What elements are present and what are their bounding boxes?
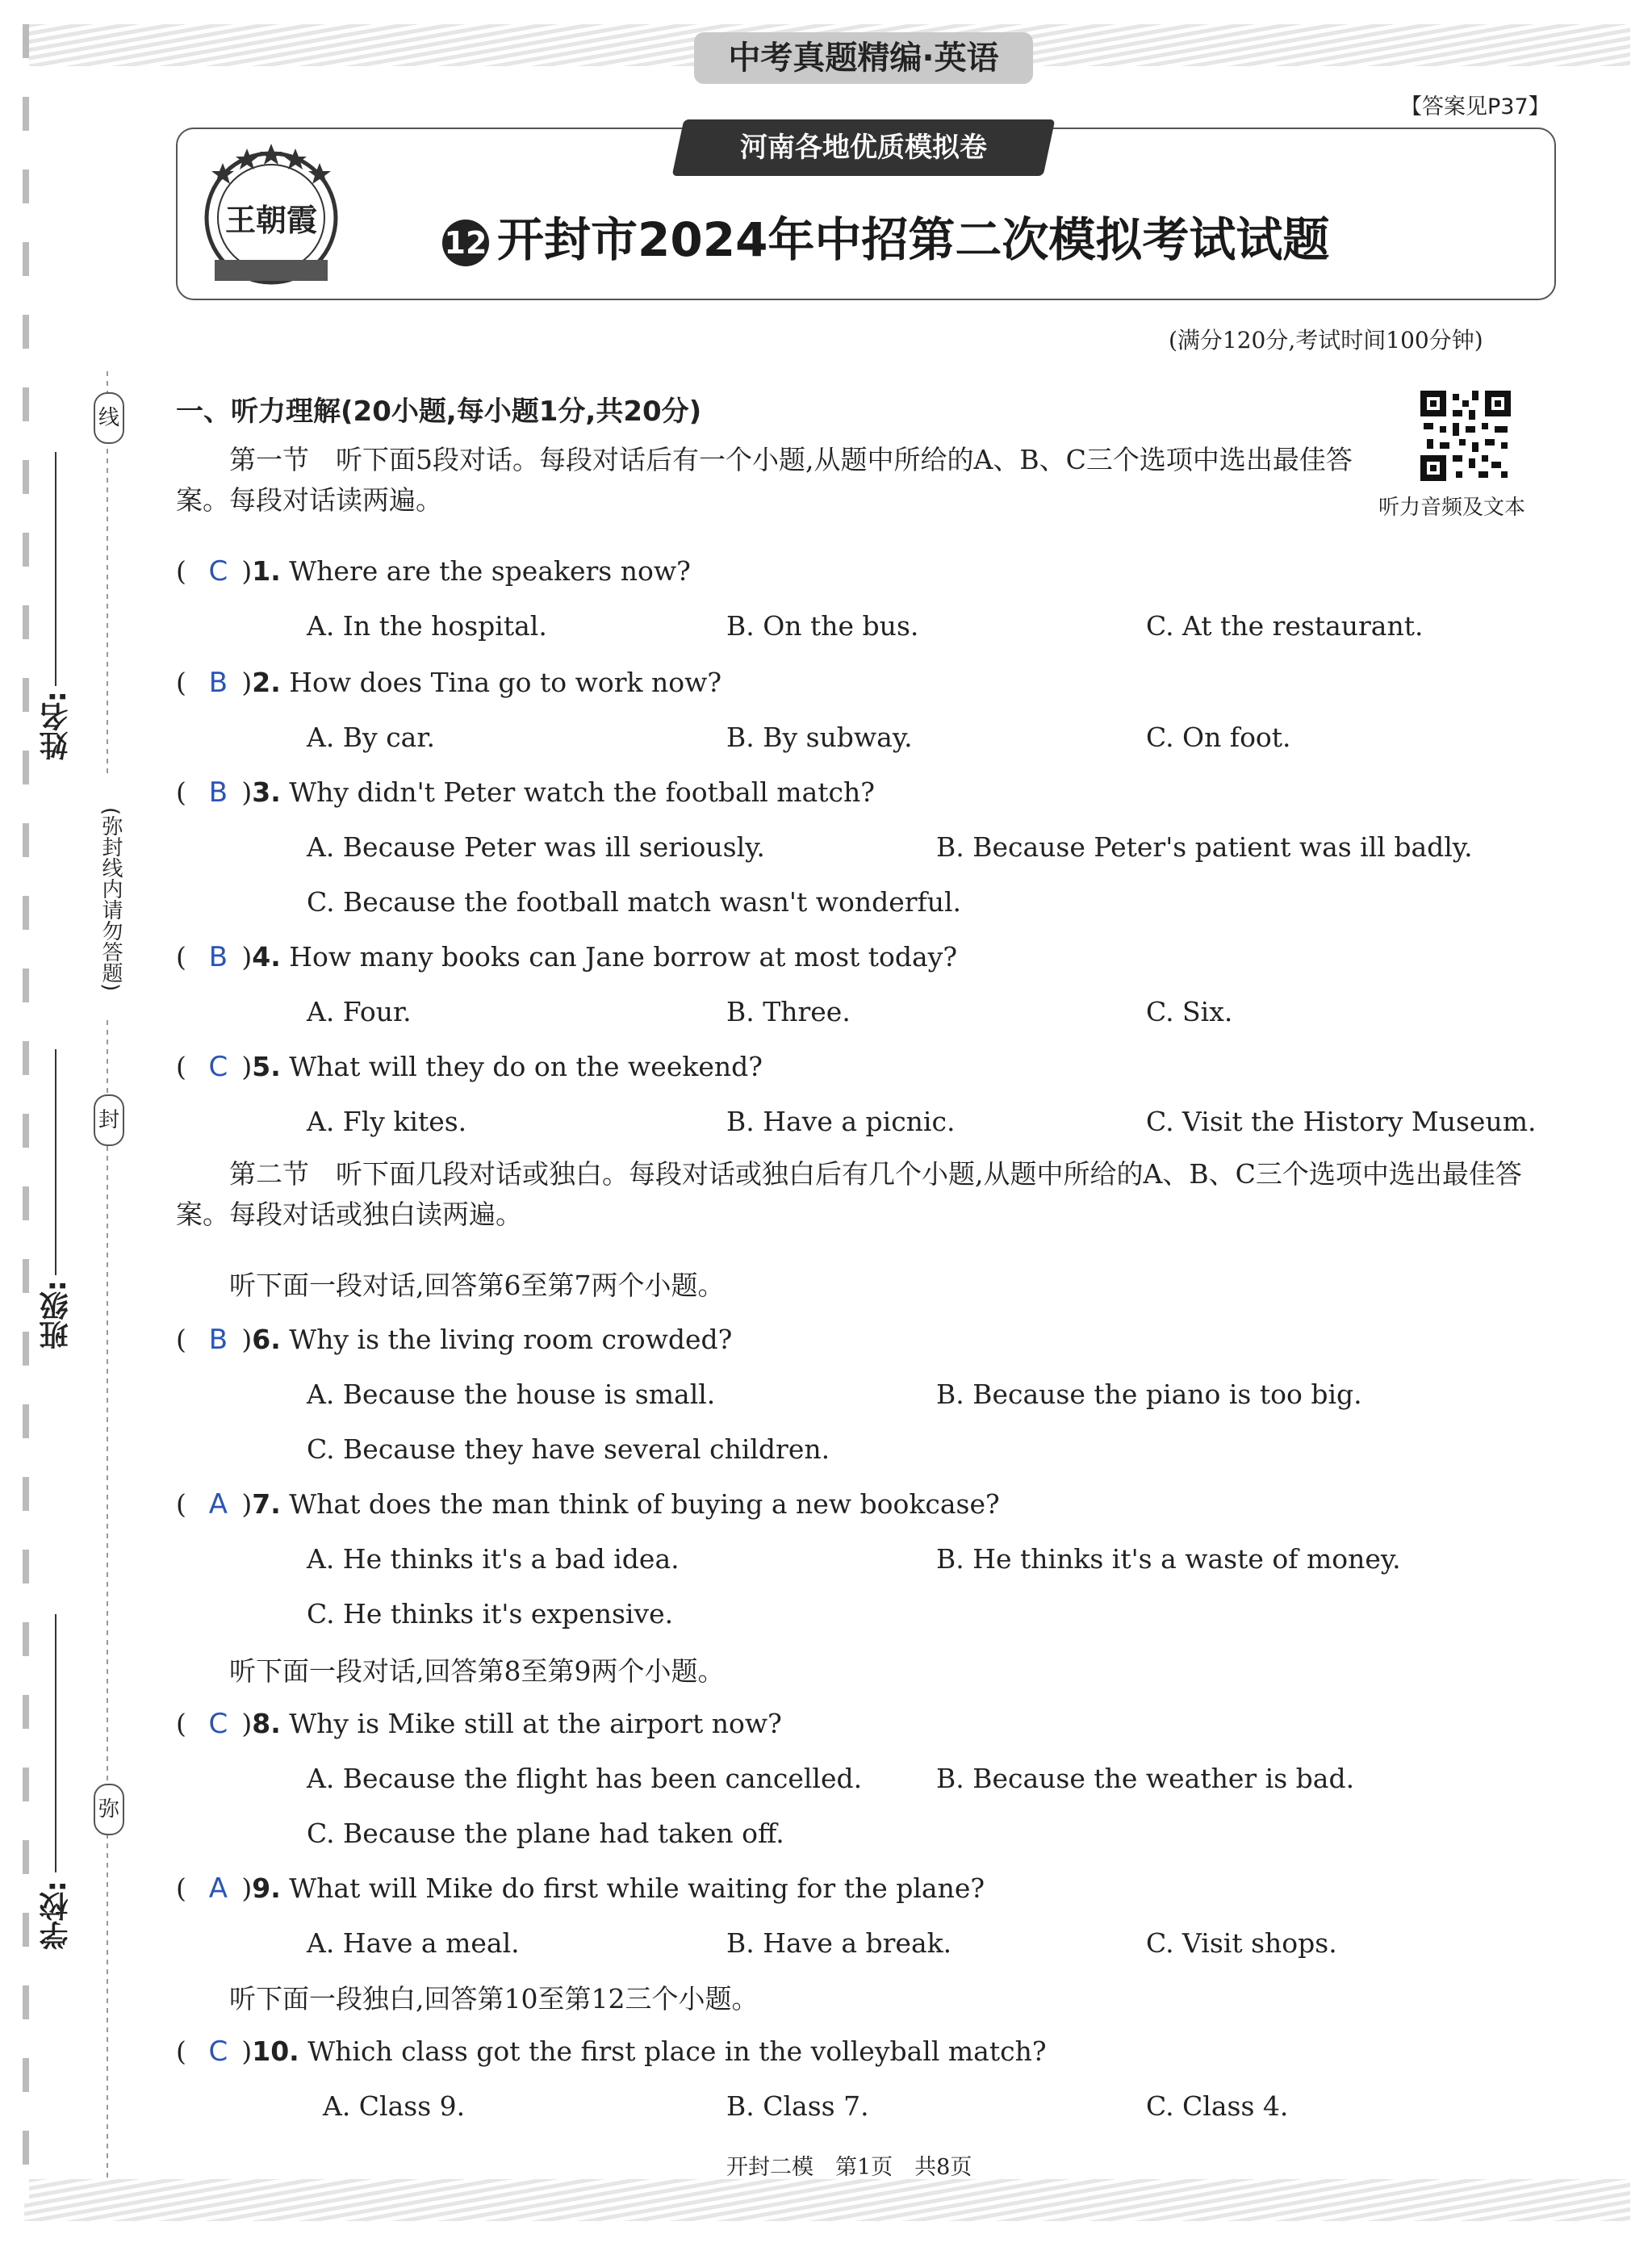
score-info: (满分120分,考试时间100分钟) <box>1169 327 1483 354</box>
answer-mark: B <box>208 941 228 973</box>
binding-margin-dashes <box>23 24 29 2203</box>
qr-code-icon[interactable] <box>1420 391 1511 481</box>
option-a: A. Class 9. <box>323 2090 466 2122</box>
option-a: A. Because the flight has been cancelled. <box>307 1763 863 1794</box>
part1-intro: 第一节 听下面5段对话。每段对话后有一个小题,从题中所给的A、B、C三个选项中选出最佳答案。每段对话读两遍。 <box>176 444 1353 516</box>
group1-intro: 听下面一段对话,回答第6至第7两个小题。 <box>229 1270 725 1301</box>
option-c: C. Six. <box>1146 996 1233 1027</box>
class-field[interactable] <box>55 1049 56 1275</box>
question-stem: Where are the speakers now? <box>289 555 691 587</box>
question-3: ( B )3. Why didn't Peter watch the football match? <box>176 776 875 809</box>
option-a: A. Because Peter was ill seriously. <box>307 831 765 863</box>
option-c: C. Because the football match wasn't wonderful. <box>307 886 962 918</box>
part2-intro: 第二节 听下面几段对话或独白。每段对话或独白后有几个小题,从题中所给的A、B、C三个选项中选出最佳答案。每段对话或独白读两遍。 <box>176 1158 1522 1230</box>
option-a: A. He thinks it's a bad idea. <box>307 1543 680 1575</box>
option-b: B. Class 7. <box>726 2090 869 2122</box>
paper-number-badge: 12 <box>442 220 489 266</box>
svg-text:王朝霞: 王朝霞 <box>224 202 318 238</box>
option-b: B. Because Peter's patient was ill badly. <box>936 831 1473 863</box>
answer-mark: B <box>208 776 228 809</box>
answer-mark: C <box>208 1708 228 1740</box>
question-stem: Why is Mike still at the airport now? <box>289 1708 782 1739</box>
group2-intro: 听下面一段对话,回答第8至第9两个小题。 <box>229 1655 725 1687</box>
answer-mark: B <box>208 1324 228 1356</box>
option-b: B. By subway. <box>726 722 913 753</box>
bottom-wave-border <box>24 2179 1630 2221</box>
answer-mark: A <box>208 1872 228 1905</box>
publisher-logo <box>190 139 352 292</box>
option-b: B. He thinks it's a waste of money. <box>936 1543 1401 1575</box>
question-9: ( A )9. What will Mike do first while waiting for the plane? <box>176 1872 985 1905</box>
question-8: ( C )8. Why is Mike still at the airport now? <box>176 1708 782 1740</box>
seal-secret-marker: 弥 <box>94 1784 124 1835</box>
seal-note: (弥封线内请勿答题) <box>87 778 126 1020</box>
question-stem: What does the man think of buying a new bookcase? <box>289 1488 1000 1520</box>
option-c: C. Because they have several children. <box>307 1433 830 1465</box>
seal-seal-marker: 封 <box>94 1094 124 1146</box>
option-c: C. Because the plane had taken off. <box>307 1818 784 1849</box>
question-stem: What will Mike do first while waiting for the plane? <box>289 1872 985 1904</box>
series-tab: 中考真题精编·英语 <box>694 32 1033 84</box>
question-stem: What will they do on the weekend? <box>289 1051 763 1082</box>
answer-mark: A <box>208 1488 228 1521</box>
option-b: B. Have a picnic. <box>726 1106 956 1137</box>
region-tab: 河南各地优质模拟卷 <box>672 119 1056 176</box>
option-a: A. Have a meal. <box>307 1927 520 1959</box>
option-b: B. On the bus. <box>726 610 919 642</box>
answer-mark: C <box>208 555 228 588</box>
group3-intro: 听下面一段独白,回答第10至第12三个小题。 <box>229 1983 759 2014</box>
question-1: ( C )1. Where are the speakers now? <box>176 555 691 588</box>
school-field[interactable] <box>55 1614 56 1872</box>
question-stem: How many books can Jane borrow at most today? <box>289 941 958 973</box>
option-b: B. Because the piano is too big. <box>936 1379 1362 1410</box>
answer-reference: 【答案见P37】 <box>1400 94 1550 119</box>
option-b: B. Have a break. <box>726 1927 952 1959</box>
answer-mark: C <box>208 1051 228 1083</box>
question-stem: Why didn't Peter watch the football match? <box>289 776 875 808</box>
school-label: 学校: <box>40 1881 73 1951</box>
paper-title <box>442 202 1329 270</box>
option-c: C. On foot. <box>1146 722 1291 753</box>
question-10: ( C )10. Which class got the first place in the volleyball match? <box>176 2035 1047 2068</box>
option-c: C. At the restaurant. <box>1146 610 1424 642</box>
question-5: ( C )5. What will they do on the weekend? <box>176 1051 763 1083</box>
question-stem: Which class got the first place in the volleyball match? <box>307 2035 1047 2067</box>
page-footer: 开封二模 第1页 共8页 <box>726 2155 972 2180</box>
option-a: A. By car. <box>307 722 435 753</box>
option-c: C. Visit the History Museum. <box>1146 1106 1537 1137</box>
name-field[interactable] <box>55 452 56 686</box>
option-a: A. Because the house is small. <box>307 1379 716 1410</box>
option-a: A. Four. <box>307 996 412 1027</box>
option-c: C. Class 4. <box>1146 2090 1289 2122</box>
question-stem: Why is the living room crowded? <box>289 1324 733 1355</box>
option-b: B. Three. <box>726 996 851 1027</box>
name-label: 姓名: <box>40 691 73 761</box>
option-c: C. He thinks it's expensive. <box>307 1598 674 1630</box>
option-a: A. Fly kites. <box>307 1106 467 1137</box>
class-label: 班级: <box>40 1280 73 1350</box>
question-2: ( B )2. How does Tina go to work now? <box>176 667 722 699</box>
question-stem: How does Tina go to work now? <box>289 667 722 698</box>
option-a: A. In the hospital. <box>307 610 547 642</box>
paper-title-text: 开封市2024年中招第二次模拟考试试题 <box>497 212 1330 267</box>
qr-caption: 听力音频及文本 <box>1378 496 1526 520</box>
answer-mark: C <box>208 2035 228 2068</box>
seal-line-marker: 线 <box>94 392 124 444</box>
question-7: ( A )7. What does the man think of buying a new bookcase? <box>176 1488 1000 1521</box>
question-6: ( B )6. Why is the living room crowded? <box>176 1324 733 1356</box>
option-c: C. Visit shops. <box>1146 1927 1337 1959</box>
answer-mark: B <box>208 667 228 699</box>
seal-dashed-line <box>107 371 108 2179</box>
section-heading: 一、听力理解(20小题,每小题1分,共20分) <box>176 395 702 428</box>
option-b: B. Because the weather is bad. <box>936 1763 1355 1794</box>
question-4: ( B )4. How many books can Jane borrow at most today? <box>176 941 958 973</box>
